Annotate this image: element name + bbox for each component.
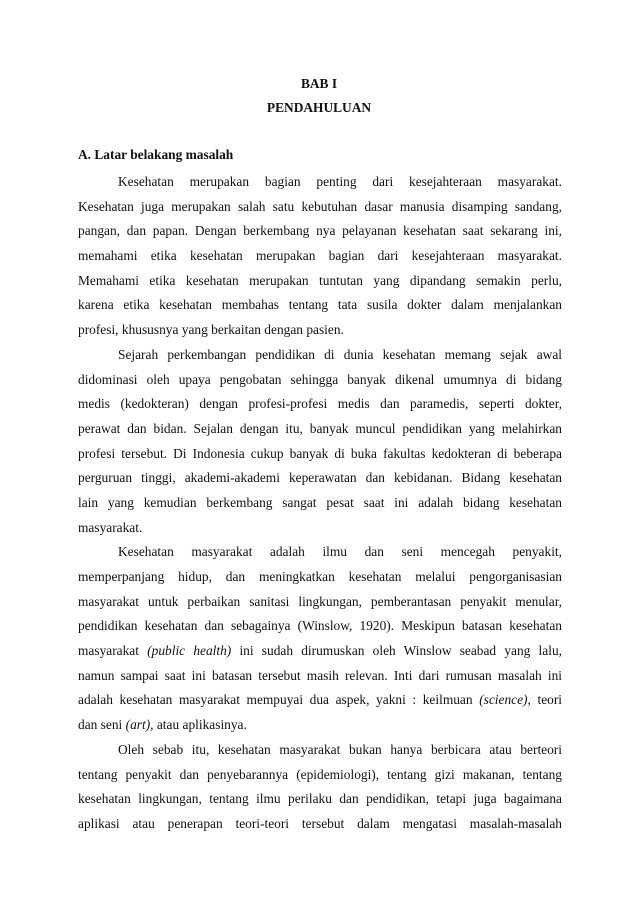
- text-line: perguruan tinggi, akademi-akademi keperawatan dan kebidanan. Bidang kesehatan: [78, 470, 562, 486]
- text-line: karena etika kesehatan membahas tentang tata susila dokter dalam menjalankan: [78, 297, 562, 313]
- text-line: pendidikan kesehatan dan sebagainya (Winslow, 1920). Meskipun batasan kesehatan: [78, 618, 562, 634]
- section-heading: A. Latar belakang masalah: [78, 147, 234, 162]
- text-line: masyarakat untuk perbaikan sanitasi lingkungan, pemberantasan penyakit menular,: [78, 593, 562, 609]
- text-line: profesi tersebut. Di Indonesia cukup banyak di buka fakultas kedokteran di beberapa: [78, 445, 562, 461]
- text-line: masyarakat.: [78, 519, 143, 535]
- text-segment: ini sudah dirumuskan oleh Winslow seabad yang lalu,: [231, 643, 562, 659]
- italic-term: (public health): [147, 643, 232, 659]
- body-text: [78, 170, 562, 837]
- text-line: didominasi oleh upaya pengobatan sehingga banyak dikenal umumnya di bidang: [78, 371, 562, 387]
- text-segment: atau aplikasinya.: [153, 717, 247, 733]
- text-segment: adalah kesehatan masyarakat mempuyai dua aspek, yakni : keilmuan: [78, 692, 480, 708]
- text-line: perawat dan bidan. Sejalan dengan itu, banyak muncul pendidikan yang melahirkan: [78, 420, 562, 436]
- text-segment: teori: [530, 692, 562, 708]
- text-line: memperpanjang hidup, dan meningkatkan kesehatan melalui pengorganisasian: [78, 569, 562, 584]
- text-line: Memahami etika kesehatan merupakan tuntutan yang dipandang semakin perlu,: [78, 272, 562, 288]
- text-line: [78, 713, 562, 738]
- text-segment: dan seni: [78, 717, 126, 733]
- text-line: kesehatan lingkungan, tentang ilmu perilaku dan pendidikan, tetapi juga bagaimana: [78, 791, 562, 807]
- text-line: Kesehatan merupakan bagian penting dari kesejahteraan masyarakat.: [118, 174, 562, 189]
- text-line: pangan, dan papan. Dengan berkembang nya pelayanan kesehatan saat sekarang ini,: [78, 223, 562, 239]
- text-line: [78, 639, 562, 664]
- italic-term: (art),: [125, 717, 154, 733]
- text-line: lain yang kemudian berkembang sangat pesat saat ini adalah bidang kesehatan: [78, 494, 562, 510]
- text-line: [78, 688, 562, 713]
- text-line: namun sampai saat ini batasan tersebut masih relevan. Inti dari rumusan masalah ini: [78, 667, 562, 683]
- text-line: aplikasi atau penerapan teori-teori tersebut dalam mengatasi masalah-masalah: [78, 815, 562, 831]
- text-line: medis (kedokteran) dengan profesi-profesi medis dan paramedis, seperti dokter,: [78, 396, 562, 412]
- text-line: Kesehatan juga merupakan salah satu kebutuhan dasar manusia disamping sandang,: [78, 198, 562, 214]
- text-line: Kesehatan masyarakat adalah ilmu dan seni mencegah penyakit,: [118, 544, 562, 560]
- chapter-number: BAB I: [300, 76, 338, 91]
- text-segment: masyarakat: [78, 643, 148, 659]
- text-line: profesi, khususnya yang berkaitan dengan pasien.: [78, 322, 344, 338]
- text-line: memahami etika kesehatan merupakan bagian dari kesejahteraan masyarakat.: [78, 248, 562, 264]
- chapter-title: PENDAHULUAN: [266, 100, 372, 115]
- text-line: Oleh sebab itu, kesehatan masyarakat bukan hanya berbicara atau berteori: [118, 741, 562, 757]
- text-line: Sejarah perkembangan pendidikan di dunia kesehatan memang sejak awal: [118, 346, 562, 362]
- italic-term: (science),: [479, 692, 531, 708]
- text-line: tentang penyakit dan penyebarannya (epidemiologi), tentang gizi makanan, tentang: [78, 766, 562, 782]
